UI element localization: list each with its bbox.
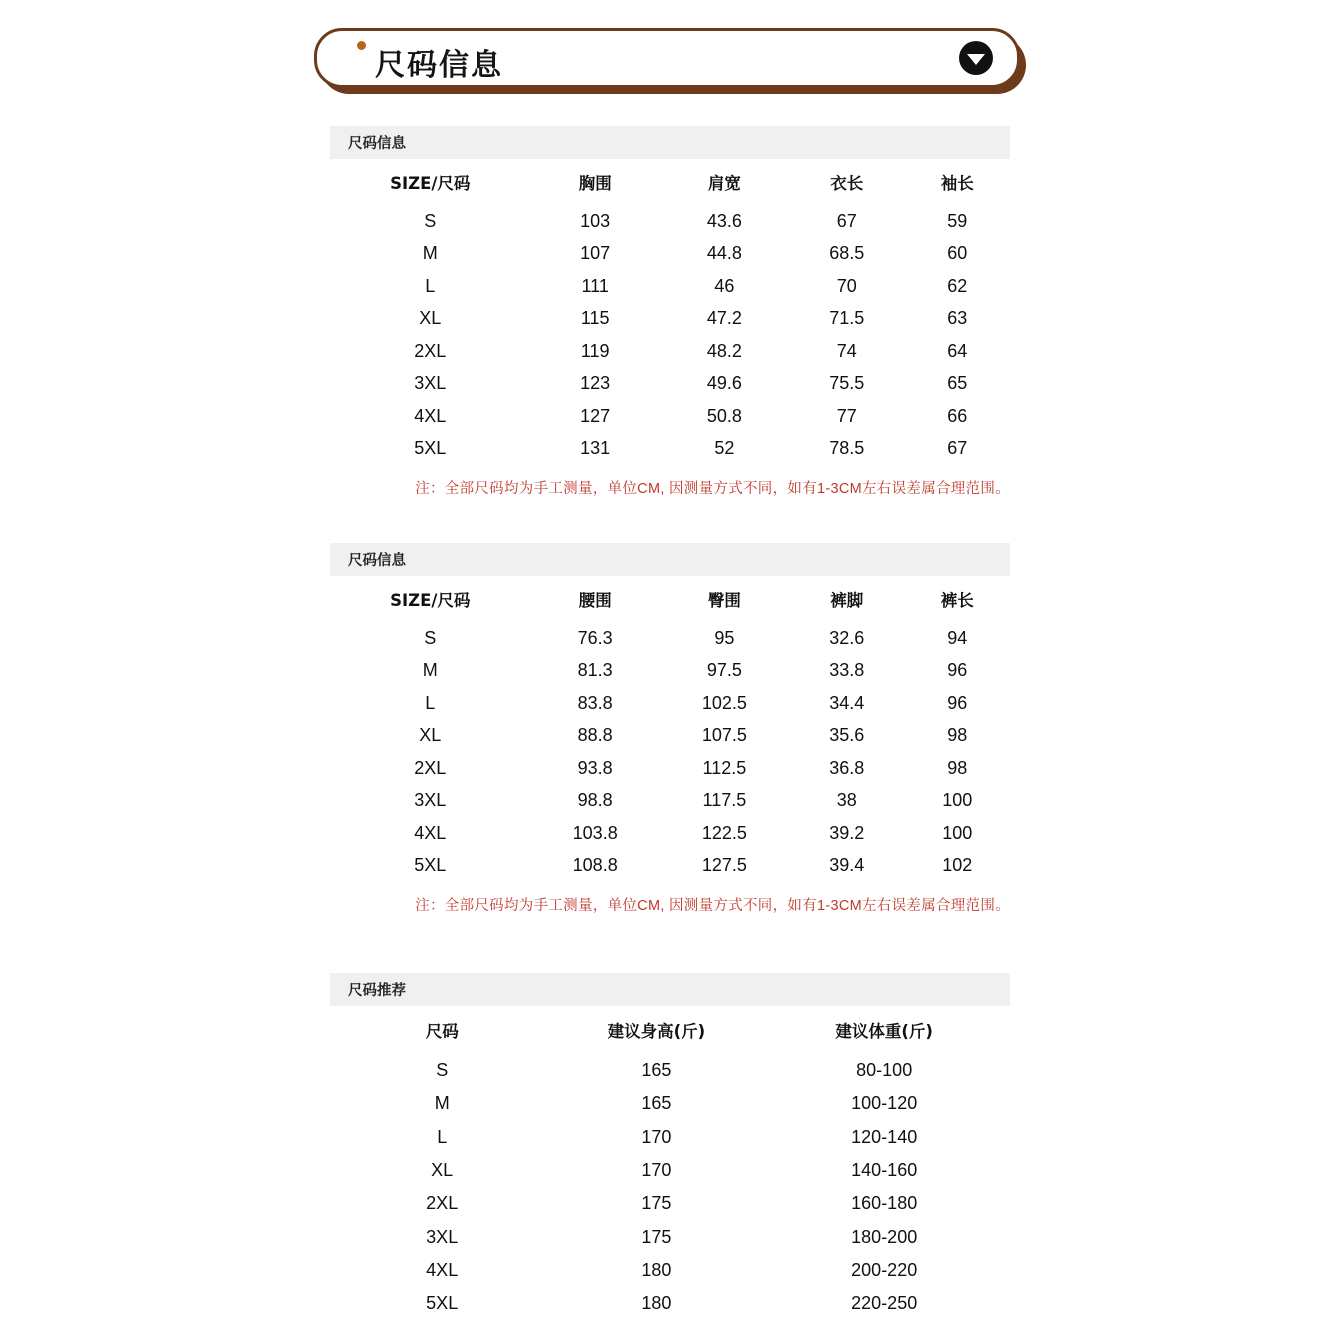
- cell-size: L: [425, 692, 436, 713]
- panel-body: [330, 159, 1010, 509]
- table-row: [330, 687, 1010, 720]
- cell-chest: 127: [580, 405, 611, 426]
- cell-shoulder: 43.6: [706, 210, 742, 231]
- cell-waist: 76.3: [577, 627, 613, 648]
- cell-shoulder: 52: [714, 438, 735, 459]
- column-header-hip: 臀围: [707, 591, 741, 610]
- cell-size: M: [422, 660, 438, 681]
- cell-pantlength: 102: [942, 855, 973, 876]
- column-header-chest: 胸围: [578, 174, 612, 193]
- table-row: [330, 622, 1010, 655]
- table-row: [330, 270, 1010, 303]
- cell-waist: 103.8: [572, 822, 618, 843]
- cell-waist: 98.8: [577, 790, 613, 811]
- cell-size: M: [434, 1093, 450, 1114]
- cell-weight: 80-100: [856, 1060, 913, 1081]
- cell-pantlength: 100: [942, 822, 973, 843]
- cell-size: 4XL: [426, 1259, 459, 1280]
- cell-height: 165: [641, 1093, 672, 1114]
- cell-cuff: 39.2: [829, 822, 865, 843]
- table-row: [330, 817, 1010, 850]
- table-row: [330, 1087, 1010, 1120]
- bullet-dot-icon: [357, 41, 366, 50]
- size-table-bottom: [330, 576, 1010, 926]
- cell-cuff: 36.8: [829, 757, 865, 778]
- cell-cuff: 39.4: [829, 855, 865, 876]
- table-row: [330, 335, 1010, 368]
- cell-cuff: 32.6: [829, 627, 865, 648]
- cell-size: 3XL: [414, 373, 447, 394]
- cell-size: XL: [431, 1160, 454, 1181]
- column-header-size: SIZE/尺码: [390, 591, 471, 610]
- cell-size: L: [437, 1126, 448, 1147]
- cell-size: L: [425, 275, 436, 296]
- cell-chest: 131: [580, 438, 611, 459]
- cell-weight: 140-160: [851, 1160, 918, 1181]
- table-row: [330, 1187, 1010, 1220]
- cell-hip: 97.5: [706, 660, 742, 681]
- cell-height: 180: [641, 1293, 672, 1314]
- column-header-cuff: 裤脚: [830, 591, 864, 610]
- cell-size: 2XL: [426, 1193, 459, 1214]
- cell-size: 5XL: [414, 855, 447, 876]
- cell-shoulder: 48.2: [706, 340, 742, 361]
- table-row: [330, 433, 1010, 466]
- cell-size: M: [422, 243, 438, 264]
- cell-sleeve: 62: [947, 275, 968, 296]
- table-row: [330, 720, 1010, 753]
- cell-height: 170: [641, 1160, 672, 1181]
- cell-shoulder: 46: [714, 275, 735, 296]
- cell-hip: 107.5: [701, 725, 747, 746]
- cell-waist: 81.3: [577, 660, 613, 681]
- cell-chest: 115: [580, 308, 610, 329]
- cell-length: 67: [836, 210, 857, 231]
- cell-pantlength: 96: [947, 660, 968, 681]
- size-recommend-panel: [330, 973, 1010, 1320]
- cell-cuff: 33.8: [829, 660, 865, 681]
- column-header-height: 建议身高(斤): [607, 1022, 706, 1041]
- table-row: [330, 368, 1010, 401]
- cell-sleeve: 66: [947, 405, 968, 426]
- panel-title: 尺码推荐: [348, 983, 406, 999]
- cell-sleeve: 63: [947, 308, 968, 329]
- measurement-note: 注：全部尺码均为手工测量，单位CM, 因测量方式不同，如有1-3CM左右误差属合理范围。: [415, 897, 1010, 914]
- size-table-top: [330, 159, 1010, 509]
- cell-size: XL: [419, 725, 442, 746]
- cell-height: 165: [641, 1060, 672, 1081]
- column-header-waist: 腰围: [578, 591, 612, 610]
- cell-height: 175: [641, 1226, 672, 1247]
- panel-header: [330, 126, 1010, 159]
- cell-size: 2XL: [414, 757, 447, 778]
- column-header-size: SIZE/尺码: [390, 174, 471, 193]
- cell-size: S: [424, 627, 437, 648]
- table-row: [330, 1287, 1010, 1320]
- table-row: [330, 1121, 1010, 1154]
- table-row: [330, 785, 1010, 818]
- table-row: [330, 655, 1010, 688]
- measurement-note: 注：全部尺码均为手工测量，单位CM, 因测量方式不同，如有1-3CM左右误差属合理范围。: [415, 480, 1010, 497]
- cell-length: 78.5: [829, 438, 865, 459]
- cell-chest: 103: [580, 210, 611, 231]
- cell-weight: 220-250: [851, 1293, 918, 1314]
- cell-waist: 108.8: [572, 855, 618, 876]
- cell-length: 74: [836, 340, 857, 361]
- cell-height: 175: [641, 1193, 672, 1214]
- table-note-row: [330, 465, 1010, 509]
- table-row: [330, 205, 1010, 238]
- page-title: 尺码信息: [375, 48, 503, 83]
- cell-chest: 123: [580, 373, 611, 394]
- column-header-pantlength: 裤长: [940, 591, 974, 610]
- cell-weight: 100-120: [851, 1093, 918, 1114]
- cell-pantlength: 94: [947, 627, 968, 648]
- panel-header: [330, 543, 1010, 576]
- panel-title: 尺码信息: [348, 136, 406, 152]
- table-row: [330, 1154, 1010, 1187]
- cell-length: 77: [836, 405, 857, 426]
- cell-sleeve: 64: [947, 340, 968, 361]
- cell-size: 5XL: [414, 438, 447, 459]
- cell-waist: 88.8: [577, 725, 613, 746]
- cell-weight: 200-220: [851, 1259, 918, 1280]
- cell-sleeve: 65: [947, 373, 968, 394]
- cell-length: 68.5: [829, 243, 865, 264]
- column-header-sleeve: 袖长: [940, 174, 974, 193]
- cell-size: 2XL: [414, 340, 447, 361]
- cell-hip: 102.5: [701, 692, 747, 713]
- cell-length: 70: [836, 275, 857, 296]
- cell-pantlength: 100: [942, 790, 973, 811]
- cell-sleeve: 59: [947, 210, 968, 231]
- panel-body: [330, 1006, 1010, 1320]
- cell-size: 4XL: [414, 405, 447, 426]
- cell-hip: 112.5: [702, 757, 747, 778]
- table-row: [330, 1220, 1010, 1253]
- cell-weight: 120-140: [851, 1126, 918, 1147]
- size-panel-bottom: [330, 543, 1010, 926]
- cell-hip: 127.5: [701, 855, 747, 876]
- table-header-row: [330, 576, 1010, 622]
- column-header-shoulder: 肩宽: [707, 174, 741, 193]
- table-row: [330, 752, 1010, 785]
- cell-size: 5XL: [426, 1293, 459, 1314]
- cell-chest: 111: [581, 275, 609, 296]
- cell-height: 180: [641, 1259, 672, 1280]
- cell-size: 3XL: [426, 1226, 459, 1247]
- cell-cuff: 35.6: [829, 725, 865, 746]
- cell-shoulder: 49.6: [706, 373, 742, 394]
- cell-cuff: 34.4: [829, 692, 865, 713]
- cell-sleeve: 60: [947, 243, 968, 264]
- cell-hip: 122.5: [701, 822, 747, 843]
- cell-hip: 117.5: [702, 790, 747, 811]
- cell-weight: 180-200: [851, 1226, 918, 1247]
- cell-waist: 93.8: [577, 757, 613, 778]
- cell-shoulder: 50.8: [706, 405, 742, 426]
- recommend-table: [330, 1006, 1010, 1320]
- cell-height: 170: [641, 1126, 672, 1147]
- header-box: [314, 28, 1020, 88]
- cell-cuff: 38: [836, 790, 857, 811]
- table-row: [330, 400, 1010, 433]
- cell-pantlength: 96: [947, 692, 968, 713]
- table-row: [330, 1254, 1010, 1287]
- table-row: [330, 850, 1010, 883]
- cell-size: S: [424, 210, 437, 231]
- cell-size: S: [436, 1060, 449, 1081]
- panel-body: [330, 576, 1010, 926]
- cell-size: 3XL: [414, 790, 447, 811]
- cell-sleeve: 67: [947, 438, 968, 459]
- cell-size: 4XL: [414, 822, 447, 843]
- cell-pantlength: 98: [947, 757, 968, 778]
- size-panel-top: [330, 126, 1010, 509]
- cell-shoulder: 44.8: [706, 243, 742, 264]
- cell-size: XL: [419, 308, 442, 329]
- cell-chest: 119: [580, 340, 610, 361]
- table-header-row: [330, 1006, 1010, 1054]
- cell-shoulder: 47.2: [706, 308, 742, 329]
- column-header-weight: 建议体重(斤): [835, 1022, 933, 1041]
- table-row: [330, 303, 1010, 336]
- cell-waist: 83.8: [577, 692, 613, 713]
- cell-length: 75.5: [829, 373, 865, 394]
- table-header-row: [330, 159, 1010, 205]
- table-row: [330, 238, 1010, 271]
- column-header-size: 尺码: [425, 1022, 459, 1041]
- size-info-header[interactable]: [314, 28, 1026, 92]
- table-row: [330, 1054, 1010, 1087]
- panel-title: 尺码信息: [348, 553, 406, 569]
- column-header-length: 衣长: [830, 174, 864, 193]
- cell-pantlength: 98: [947, 725, 968, 746]
- cell-weight: 160-180: [851, 1193, 918, 1214]
- cell-chest: 107: [580, 243, 611, 264]
- table-note-row: [330, 882, 1010, 926]
- chevron-down-icon[interactable]: [959, 41, 993, 75]
- cell-length: 71.5: [829, 308, 865, 329]
- panel-header: [330, 973, 1010, 1006]
- cell-hip: 95: [714, 627, 735, 648]
